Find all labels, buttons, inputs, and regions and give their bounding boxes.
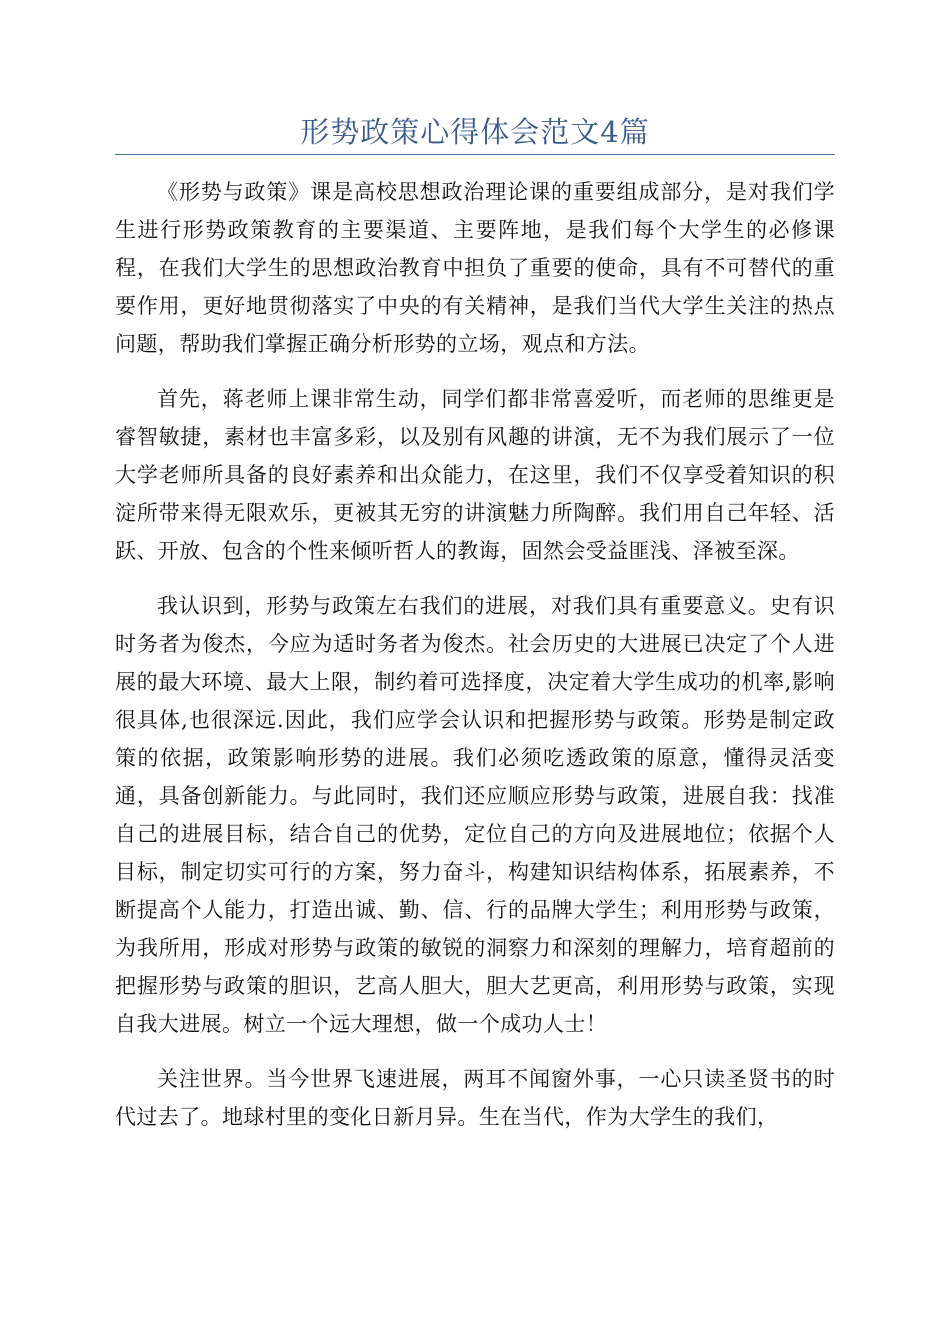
paragraph-4: 关注世界。当今世界飞速进展，两耳不闻窗外事，一心只读圣贤书的时代过去了。地球村里的变化日新月异。生在当代，作为大学生的我们， [115, 1067, 835, 1129]
paragraph-2: 首先，蒋老师上课非常生动，同学们都非常喜爱听，而老师的思维更是睿智敏捷，素材也丰富多彩，以及别有风趣的讲演，无不为我们展示了一位大学老师所具备的良好素养和出众能力，在这里，我们不仅享受着知识的积淀所带来得无限欢乐，更被其无穷的讲演魅力所陶醉。我们用自己年轻、活跃、开放、包含的个性来倾听哲人的教诲，固然会受益匪浅、泽被至深。 [115, 387, 835, 563]
title-underline [115, 154, 835, 155]
document-body [115, 173, 835, 1153]
document-title: 形势政策心得体会范文4篇 [300, 115, 650, 149]
paragraph-1: 《形势与政策》课是高校思想政治理论课的重要组成部分，是对我们学生进行形势政策教育的主要渠道、主要阵地，是我们每个大学生的必修课程，在我们大学生的思想政治教育中担负了重要的使命，具有不可替代的重要作用，更好地贯彻落实了中央的有关精神，是我们当代大学生关注的热点问题，帮助我们掌握正确分析形势的立场，观点和方法。 [115, 180, 835, 356]
paragraph-3: 我认识到，形势与政策左右我们的进展，对我们具有重要意义。史有识时务者为俊杰，今应为适时务者为俊杰。社会历史的大进展已决定了个人进展的最大环境、最大上限，制约着可选择度，决定着大学生成功的机率,影响很具体,也很深远.因此，我们应学会认识和把握形势与政策。形势是制定政策的依据，政策影响形势的进展。我们必须吃透政策的原意，懂得灵活变通，具备创新能力。与此同时，我们还应顺应形势与政策，进展自我：找准自己的进展目标，结合自己的优势，定位自己的方向及进展地位；依据个人目标，制定切实可行的方案，努力奋斗，构建知识结构体系，拓展素养，不断提高个人能力，打造出诚、勤、信、行的品牌大学生；利用形势与政策，为我所用，形成对形势与政策的敏锐的洞察力和深刻的理解力，培育超前的把握形势与政策的胆识，艺高人胆大，胆大艺更高，利用形势与政策，实现自我大进展。树立一个远大理想，做一个成功人士！ [115, 594, 835, 1036]
